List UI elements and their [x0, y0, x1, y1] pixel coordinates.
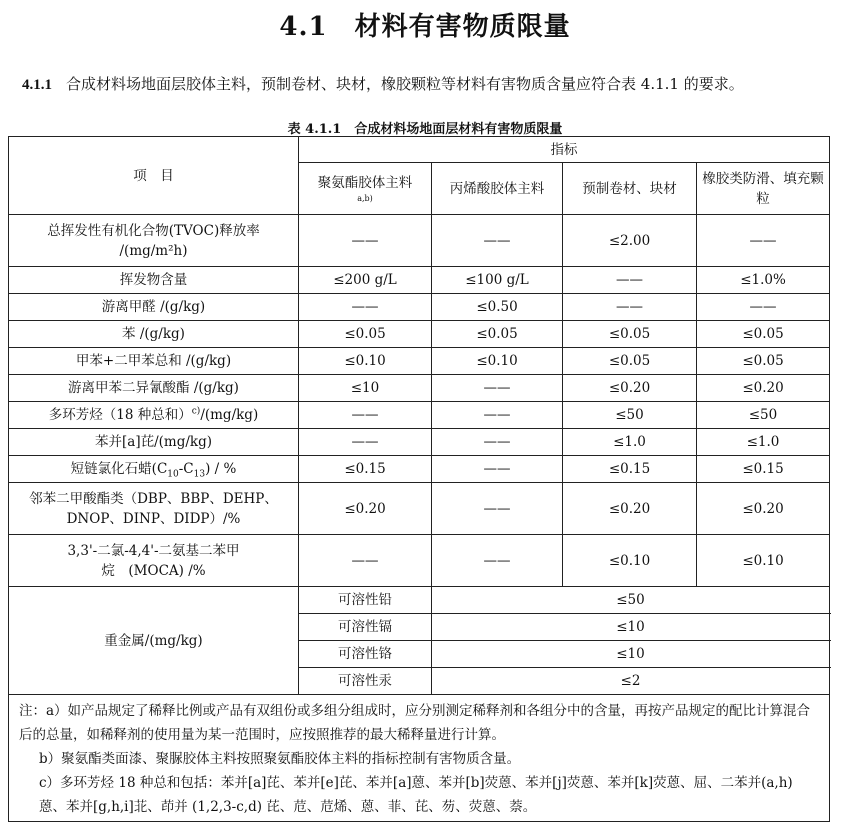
- row-value: ——: [299, 429, 432, 456]
- row-item: 挥发物含量: [9, 267, 299, 294]
- row-value: ≤0.05: [697, 348, 830, 375]
- table-row: [9, 535, 830, 587]
- row-value: ——: [432, 375, 563, 402]
- row-item: 甲苯+二甲苯总和 /(g/kg): [9, 348, 299, 375]
- row-value: ——: [432, 535, 563, 587]
- hazard-limit-table: [8, 136, 830, 822]
- row-value: ≤0.10: [299, 348, 432, 375]
- metal-limit: ≤2: [432, 668, 830, 695]
- row-item: 邻苯二甲酸酯类（DBP、BBP、DEHP、 DNOP、DINP、DIDP）/%: [9, 483, 299, 535]
- table-row: [9, 456, 830, 483]
- metal-limit: ≤50: [432, 587, 830, 614]
- row-value: ——: [432, 483, 563, 535]
- row-value: ≤200 g/L: [299, 267, 432, 294]
- row-item: 苯并[a]芘/(mg/kg): [9, 429, 299, 456]
- row-value: ≤0.15: [299, 456, 432, 483]
- row-value: ≤0.15: [697, 456, 830, 483]
- row-value: ≤0.05: [563, 321, 697, 348]
- row-value: ≤100 g/L: [432, 267, 563, 294]
- intro-paragraph: [22, 73, 828, 96]
- table-row: [9, 267, 830, 294]
- metal-name: 可溶性铬: [299, 641, 432, 668]
- row-value: ——: [432, 429, 563, 456]
- row-value: ≤1.0%: [697, 267, 830, 294]
- row-value: ≤10: [299, 375, 432, 402]
- row-value: ≤0.05: [563, 348, 697, 375]
- row-item: 短链氯化石蜡$(C_{10}-C_{13})$ / %: [9, 456, 299, 483]
- col-header-prefab: 预制卷材、块材: [563, 163, 697, 215]
- table-row: [9, 429, 830, 456]
- metal-name: 可溶性铅: [299, 587, 432, 614]
- row-value: ≤0.05: [432, 321, 563, 348]
- metal-limit: ≤10: [432, 614, 830, 641]
- col-header-rubber: 橡胶类防滑、填充颗粒: [697, 163, 830, 215]
- row-value: ——: [563, 267, 697, 294]
- row-value: ≤50: [563, 402, 697, 429]
- row-value: ≤2.00: [563, 215, 697, 267]
- row-item: 多环芳烃（18 种总和）$^{c)}$/(mg/kg): [9, 402, 299, 429]
- row-value: ——: [299, 402, 432, 429]
- row-value: ≤50: [697, 402, 830, 429]
- row-value: ≤1.0: [697, 429, 830, 456]
- row-value: ≤0.20: [563, 483, 697, 535]
- metal-name: 可溶性镉: [299, 614, 432, 641]
- table-row: [9, 402, 830, 429]
- row-value: ≤0.20: [563, 375, 697, 402]
- item-header: 项 目: [9, 137, 299, 215]
- row-value: ——: [299, 215, 432, 267]
- clause-number: 4.1.1: [22, 77, 52, 93]
- table-caption: 表 4.1.1 合成材料场地面层材料有害物质限量: [287, 122, 563, 137]
- row-value: ——: [299, 294, 432, 321]
- row-value: ——: [299, 535, 432, 587]
- col-header-acrylic: 丙烯酸胶体主料: [432, 163, 563, 215]
- table-row: [9, 483, 830, 535]
- row-item: 游离甲苯二异氰酸酯 /(g/kg): [9, 375, 299, 402]
- table-row: [9, 321, 830, 348]
- table-notes: [9, 695, 830, 822]
- table-row: [9, 375, 830, 402]
- row-value: ≤1.0: [563, 429, 697, 456]
- row-value: ——: [432, 456, 563, 483]
- table-row: [9, 215, 830, 267]
- row-value: ——: [432, 215, 563, 267]
- note-c: c）多环芳烃 18 种总和包括：苯并[a]芘、苯并[e]芘、苯并[a]蒽、苯并[b]荧蒽、苯并[j]荧蒽、苯并[k]荧蒽、屈、二苯并(a,h) 蒽、苯并[g,h,i]苝、茚并 (1,2,3-c,d) 芘、苊、苊烯、蒽、菲、芘、芴、荧蒽、萘。: [39, 775, 793, 815]
- clause-text: 合成材料场地面层胶体主料，预制卷材、块材，橡胶颗粒等材料有害物质含量应符合表 4.1.1 的要求。: [66, 75, 744, 93]
- table-row: [9, 348, 830, 375]
- page-title: 4.1 材料有害物质限量: [279, 12, 571, 42]
- row-value: ≤0.50: [432, 294, 563, 321]
- indicator-header: 指标: [299, 137, 830, 163]
- metal-name: 可溶性汞: [299, 668, 432, 695]
- row-value: ≤0.20: [697, 375, 830, 402]
- row-value: ≤0.20: [299, 483, 432, 535]
- heavy-metal-label: 重金属/(mg/kg): [9, 587, 299, 695]
- metal-limit: ≤10: [432, 641, 830, 668]
- row-value: ——: [563, 294, 697, 321]
- note-b: b）聚氨酯类面漆、聚脲胶体主料按照聚氨酯胶体主料的指标控制有害物质含量。: [39, 751, 521, 767]
- row-item: 游离甲醛 /(g/kg): [9, 294, 299, 321]
- row-item: 总挥发性有机化合物(TVOC)释放率 /(mg/m²h): [9, 215, 299, 267]
- row-value: ≤0.10: [697, 535, 830, 587]
- row-item: 苯 /(g/kg): [9, 321, 299, 348]
- row-value: ≤0.15: [563, 456, 697, 483]
- row-value: ——: [697, 215, 830, 267]
- row-value: ≤0.10: [563, 535, 697, 587]
- row-value: ≤0.20: [697, 483, 830, 535]
- col-header-pu: 聚氨酯胶体主料 a,b): [299, 163, 432, 215]
- row-item: 3,3'-二氯-4,4'-二氨基二苯甲 烷 (MOCA) /%: [9, 535, 299, 587]
- note-a: 注：a）如产品规定了稀释比例或产品有双组份或多组分组成时，应分别测定稀释剂和各组分中的含量，再按产品规定的配比计算混合后的总量，如稀释剂的使用量为某一范围时，应按照推荐的最大稀释量进行计算。: [19, 703, 811, 743]
- row-value: ≤0.05: [697, 321, 830, 348]
- row-value: ——: [432, 402, 563, 429]
- table-row: [9, 294, 830, 321]
- row-value: ——: [697, 294, 830, 321]
- row-value: ≤0.05: [299, 321, 432, 348]
- row-value: ≤0.10: [432, 348, 563, 375]
